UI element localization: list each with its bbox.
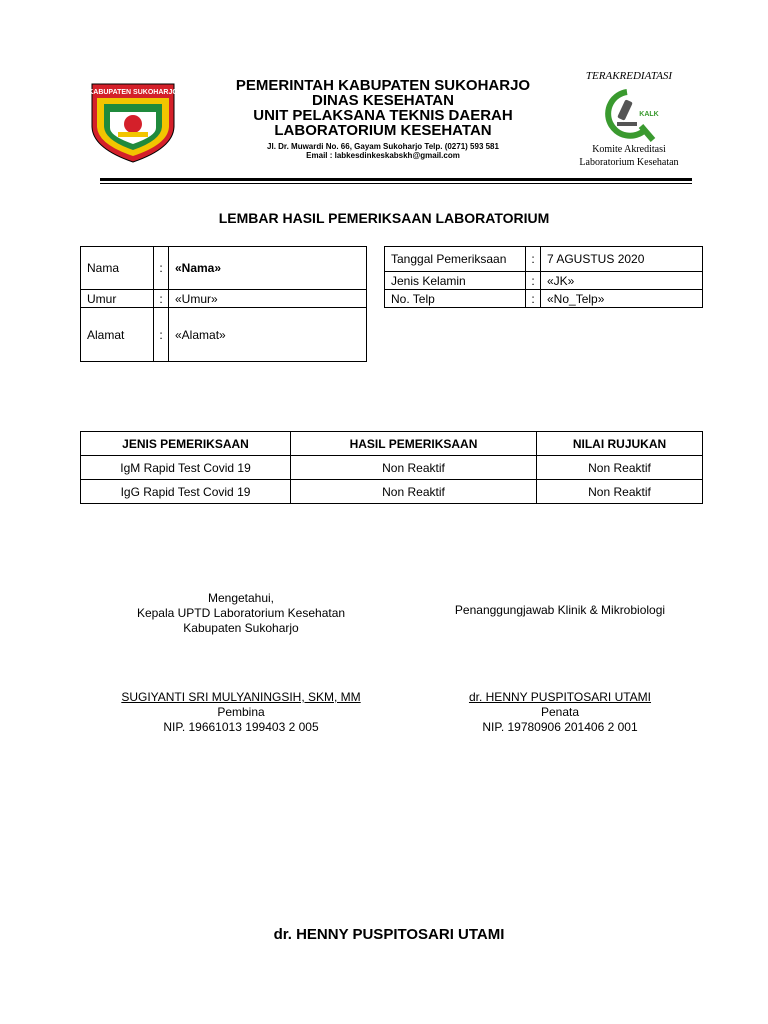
right-signer-rank: Penata bbox=[540, 705, 580, 719]
table-row bbox=[81, 290, 367, 308]
accreditation-status: TERAKREDIATASI bbox=[585, 70, 673, 82]
sex-value: «JK» bbox=[541, 272, 703, 290]
right-signature-heading bbox=[440, 603, 680, 618]
document-title: LEMBAR HASIL PEMERIKSAAN LABORATORIUM bbox=[218, 210, 550, 226]
right-signer-position: Penanggungjawab Klinik & Mikrobiologi bbox=[454, 603, 666, 617]
reference-value-cell: Non Reaktif bbox=[537, 480, 703, 504]
separator: : bbox=[154, 308, 169, 362]
table-row bbox=[81, 480, 703, 504]
address-label: Alamat bbox=[81, 308, 154, 362]
right-signer-nip: NIP. 19780906 201406 2 001 bbox=[482, 720, 638, 734]
accreditation-line-1: Komite Akreditasi bbox=[592, 144, 666, 155]
name-value: «Nama» bbox=[169, 247, 367, 290]
footer-name: dr. HENNY PUSPITOSARI UTAMI bbox=[273, 926, 505, 943]
exam-date-label: Tanggal Pemeriksaan bbox=[385, 247, 526, 272]
separator: : bbox=[526, 290, 541, 308]
table-row bbox=[385, 272, 703, 290]
separator: : bbox=[526, 247, 541, 272]
letterhead-line-1: PEMERINTAH KABUPATEN SUKOHARJO bbox=[235, 77, 531, 94]
table-row bbox=[385, 290, 703, 308]
letterhead bbox=[200, 78, 566, 160]
accreditation-block bbox=[574, 70, 684, 168]
kalk-lettering: KALK bbox=[639, 111, 659, 118]
kabupaten-sukoharjo-logo bbox=[88, 82, 178, 164]
left-signature-heading bbox=[96, 591, 386, 636]
separator: : bbox=[154, 290, 169, 308]
header-exam-result: HASIL PEMERIKSAAN bbox=[291, 432, 537, 456]
separator: : bbox=[154, 247, 169, 290]
sex-label: Jenis Kelamin bbox=[385, 272, 526, 290]
table-row bbox=[81, 456, 703, 480]
letterhead-line-4: LABORATORIUM KESEHATAN bbox=[274, 122, 492, 139]
reference-value-cell: Non Reaktif bbox=[537, 456, 703, 480]
age-label: Umur bbox=[81, 290, 154, 308]
exam-info-table bbox=[384, 246, 703, 308]
results-table bbox=[80, 431, 703, 504]
exam-result-cell: Non Reaktif bbox=[291, 480, 537, 504]
left-signer-nip: NIP. 19661013 199403 2 005 bbox=[163, 720, 319, 734]
table-row bbox=[81, 308, 367, 362]
left-signer-rank: Pembina bbox=[217, 705, 265, 719]
right-signer-name: dr. HENNY PUSPITOSARI UTAMI bbox=[468, 690, 652, 704]
header-reference-value: NILAI RUJUKAN bbox=[537, 432, 703, 456]
left-signer-name: SUGIYANTI SRI MULYANINGSIH, SKM, MM bbox=[121, 690, 361, 704]
left-signer-block bbox=[96, 690, 386, 735]
right-signer-block bbox=[430, 690, 690, 735]
left-signer-position: Kepala UPTD Laboratorium Kesehatan bbox=[136, 606, 346, 620]
header-exam-type: JENIS PEMERIKSAAN bbox=[81, 432, 291, 456]
address-value: «Alamat» bbox=[169, 308, 367, 362]
phone-label: No. Telp bbox=[385, 290, 526, 308]
name-label: Nama bbox=[81, 247, 154, 290]
letterhead-address: Jl. Dr. Muwardi No. 66, Gayam Sukoharjo Telp. (0271) 593 581 bbox=[267, 142, 499, 151]
results-header-row bbox=[81, 432, 703, 456]
patient-info-table bbox=[80, 246, 367, 362]
logo-lettering: KABUPATEN SUKOHARJO bbox=[88, 89, 178, 96]
letterhead-line-2: DINAS KESEHATAN bbox=[312, 92, 454, 109]
table-row bbox=[385, 247, 703, 272]
left-signer-region: Kabupaten Sukoharjo bbox=[183, 621, 299, 635]
exam-type-cell: IgM Rapid Test Covid 19 bbox=[81, 456, 291, 480]
letterhead-email: Email : labkesdinkeskabskh@gmail.com bbox=[306, 151, 460, 160]
separator: : bbox=[526, 272, 541, 290]
accreditation-line-2: Laboratorium Kesehatan bbox=[579, 157, 679, 168]
table-row bbox=[81, 247, 367, 290]
header-rule-thin bbox=[100, 183, 692, 184]
acknowledged-label: Mengetahui, bbox=[207, 591, 275, 605]
letterhead-line-3: UNIT PELAKSANA TEKNIS DAERAH bbox=[253, 107, 513, 124]
phone-value: «No_Telp» bbox=[541, 290, 703, 308]
exam-result-cell: Non Reaktif bbox=[291, 456, 537, 480]
header-rule-thick bbox=[100, 178, 692, 181]
exam-type-cell: IgG Rapid Test Covid 19 bbox=[81, 480, 291, 504]
age-value: «Umur» bbox=[169, 290, 367, 308]
exam-date-value: 7 AGUSTUS 2020 bbox=[541, 247, 703, 272]
kalk-logo bbox=[597, 86, 661, 142]
